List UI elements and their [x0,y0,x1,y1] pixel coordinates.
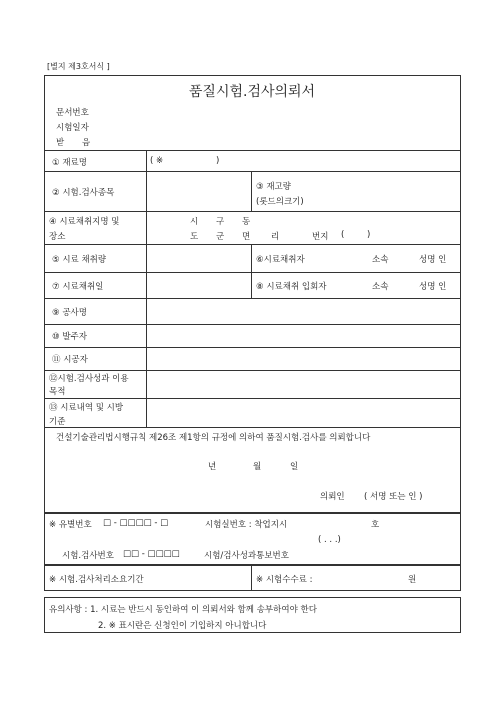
rule [44,244,461,245]
material-input-open[interactable]: ( ※ [150,156,164,166]
rule [44,298,461,299]
declaration-text: 건설기술관리법시행규칙 제26조 제1항의 규정에 의하여 품질시험.검사를 의뢰합니다 [56,433,371,443]
witness-sign-label: 성명 인 [419,282,447,292]
date-month: 월 [253,462,262,472]
address-ri: 리 [271,232,280,242]
rule [44,272,461,273]
date-placeholder: ( . . .) [318,535,341,545]
test-type-label: ② 시험.검사종목 [52,188,115,198]
criteria-label-line2: 기준 [49,417,66,427]
collector-sign-label: 성명 인 [419,255,447,265]
rule [44,150,461,151]
address-gu: 구 [216,217,225,227]
sample-collector-label: ⑥시료채취자 [256,255,305,265]
serial-number-label: ※ 유별번호 [49,520,92,530]
rule [251,565,252,591]
criteria-label-line1: ⑬ 시료내역 및 시방 [49,403,124,413]
address-open: ( [341,230,345,240]
test-date-label: 시험일자 [56,123,89,133]
serial-number-boxes[interactable]: □ - □□□□ - □ [103,518,169,528]
location-label-line2: 장소 [49,232,66,242]
address-do: 도 [190,232,199,242]
rule [44,398,461,399]
test-fee-label: ※ 시험수수료 : [256,575,313,585]
receiver-label-right: 음 [82,138,91,148]
witness-belong-label: 소속 [372,282,389,292]
material-input-close: ) [216,156,220,166]
rule [251,171,252,211]
doc-number-label: 문서번호 [56,108,89,118]
lab-number-label: 시험실번호 : 착업지시 [205,520,288,530]
address-beonji: 번지 [312,232,329,242]
address-close: ) [367,230,371,240]
sample-qty-label: ⑤ 시료 채취량 [52,255,107,265]
test-fee-won: 원 [408,575,417,585]
lab-number-ho: 호 [371,520,380,530]
rule [44,324,461,325]
location-label-line1: ④ 시료채취지명 및 [49,217,120,227]
notes-line-1: 유의사항 : 1. 시료는 반드시 동인하여 이 의뢰서와 함께 송부하여야 한다 [49,605,317,615]
address-myeon: 면 [242,232,251,242]
sample-date-label: ⑦ 시료채취일 [52,282,104,292]
applicant-label: 의뢰인 [320,492,345,502]
client-label: ⑩ 발주자 [52,332,87,342]
sample-witness-label: ⑧ 시료채취 입회자 [256,282,327,292]
rule [44,427,461,428]
rule [146,150,147,427]
address-si: 시 [190,217,199,227]
purpose-label-line1: ⑫시험.검사성과 이용 [49,374,129,384]
address-gun: 군 [216,232,225,242]
processing-period-label: ※ 시험.검사처리소요기간 [49,575,144,585]
form-number-tag: [별지 제3호서식 ] [47,62,110,71]
stock-qty-label: ③ 재고량 [256,182,291,192]
rule [44,347,461,348]
contractor-label: ⑪ 시공자 [52,355,88,365]
rule [44,211,461,212]
report-number-label: 시험/검사성과통보번호 [204,551,289,561]
collector-belong-label: 소속 [372,255,389,265]
material-label: ① 재료명 [52,158,87,168]
address-dong: 동 [242,217,251,227]
rule [44,370,461,371]
notes-line-2: 2. ※ 표시란은 신청인이 기입하지 아니합니다 [98,621,267,631]
applicant-signature: ( 서명 또는 인 ) [364,492,423,502]
rule [251,244,252,298]
lot-size-label: (롯드의크기) [256,197,304,207]
exam-number-boxes[interactable]: □□ - □□□□ [123,549,180,559]
rule [44,171,461,172]
exam-number-label: 시험.검사번호 [62,551,114,561]
form-frame [44,75,461,513]
date-day: 일 [290,462,299,472]
form-title: 품질시험.검사의뢰서 [188,84,316,100]
project-name-label: ⑨ 공사명 [52,308,87,318]
purpose-label-line2: 목적 [49,387,66,397]
date-year: 년 [208,462,217,472]
receiver-label-left: 받 [56,138,65,148]
